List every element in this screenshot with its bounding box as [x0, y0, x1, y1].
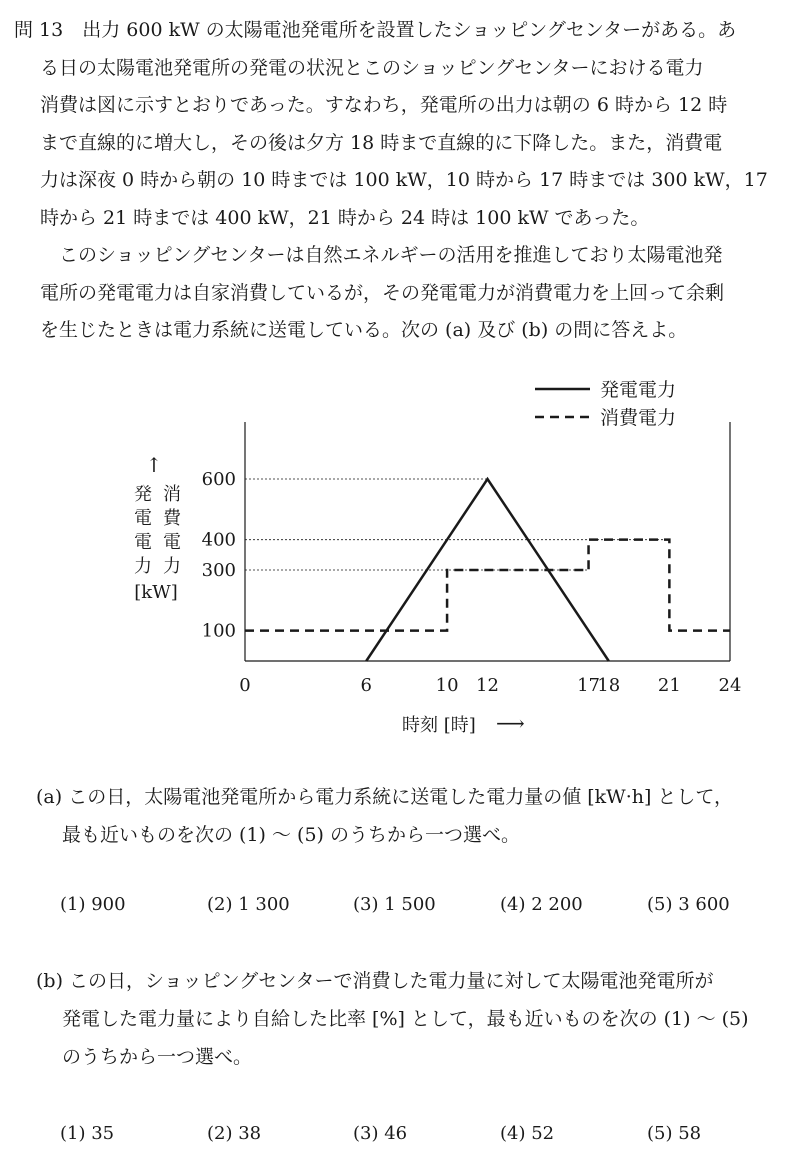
x-axis-arrow: ⟶ — [496, 711, 525, 735]
x-tick-labels — [239, 675, 741, 696]
x-tick-label-10: 10 — [435, 675, 459, 696]
ylabel-col1-2: 電 — [134, 532, 152, 553]
problem-line-7: このショッピングセンターは自然エネルギーの活用を推進しており太陽電池発 — [40, 244, 723, 266]
question-b — [36, 962, 786, 1076]
y-axis-arrow: ↑ — [145, 453, 163, 477]
ylabel-col2-3: 力 — [163, 556, 181, 577]
question-a-label: (a) — [36, 786, 63, 808]
x-tick-label-17: 17 — [577, 675, 600, 696]
question-a-choice-5[interactable]: (5) 3 600 — [647, 894, 730, 915]
question-a-line-1: (a) この日，太陽電池発電所から電力系統に送電した電力量の値 [kW·h] として， — [36, 786, 734, 808]
x-tick-label-21: 21 — [657, 675, 681, 696]
ylabel-col1-1: 電 — [134, 508, 152, 529]
legend-label-consumption: 消費電力 — [600, 407, 677, 429]
ylabel-col1-0: 発 — [134, 484, 152, 505]
problem-line-2: る日の太陽電池発電所の発電の状況とこのショッピングセンターにおける電力 — [40, 56, 704, 79]
problem-line-3: 消費は図に示すとおりであった。すなわち，発電所の出力は朝の 6 時から 12 時 — [40, 94, 728, 116]
question-a-line-2: 最も近いものを次の (1) ～ (5) のうちから一つ選べ。 — [62, 824, 520, 846]
problem-line-4: まで直線的に増大し，その後は夕方 18 時まで直線的に下降した。また，消費電 — [40, 131, 723, 154]
y-tick-label-100: 100 — [201, 620, 236, 642]
problem-line-8: 電所の発電電力は自家消費しているが，その発電電力が消費電力を上回って余剰 — [40, 281, 725, 304]
question-b-choice-5[interactable]: (5) 58 — [647, 1123, 702, 1144]
problem-line-9: を生じたときは電力系統に送電している。次の (a) 及び (b) の問に答えよ。 — [40, 319, 688, 341]
question-a-choice-4[interactable]: (4) 2 200 — [500, 894, 583, 915]
x-tick-label-6: 6 — [360, 675, 372, 696]
problem-line-5: 力は深夜 0 時から朝の 10 時までは 100 kW，10 時から 17 時までは 300 kW，17 — [40, 169, 768, 191]
x-axis-label: 時刻 [時] — [402, 715, 476, 736]
problem-line-6: 時から 21 時までは 400 kW，21 時から 24 時は 100 kW であった。 — [40, 206, 650, 229]
question-a-choice-3[interactable]: (3) 1 500 — [353, 894, 436, 915]
legend — [535, 379, 676, 429]
question-b-choice-3[interactable]: (3) 46 — [353, 1123, 408, 1144]
ylabel-col1-3: 力 — [134, 556, 152, 577]
question-b-line-1: (b) この日，ショッピングセンターで消費した電力量に対して太陽電池発電所が — [36, 970, 714, 992]
question-a-choices — [60, 894, 780, 924]
y-axis-label — [134, 453, 182, 603]
ylabel-col2-0: 消 — [163, 484, 181, 505]
y-tick-labels — [202, 469, 236, 642]
question-b-choices — [60, 1123, 780, 1153]
problem-statement — [14, 12, 784, 350]
problem-number: 問 13 — [14, 19, 64, 41]
question-a-choice-2[interactable]: (2) 1 300 — [207, 894, 290, 915]
x-tick-label-18: 18 — [597, 675, 621, 696]
consumption-line — [245, 540, 730, 631]
power-chart — [0, 360, 794, 740]
problem-line-1: 問 13 出力 600 kW の太陽電池発電所を設置したショッピングセンターがある。あ — [14, 19, 737, 41]
question-b-choice-4[interactable]: (4) 52 — [500, 1123, 555, 1144]
question-b-line-2: 発電した電力量により自給した比率 [%] として，最も近いものを次の (1) ～ (5) — [62, 1008, 749, 1030]
question-b-choice-1[interactable]: (1) 35 — [60, 1123, 115, 1144]
x-tick-label-24: 24 — [718, 675, 742, 696]
ylabel-col2-1: 費 — [163, 508, 181, 529]
y-axis-unit: [kW] — [134, 582, 178, 603]
y-tick-label-600: 600 — [201, 469, 236, 490]
y-tick-label-400: 400 — [201, 529, 236, 551]
question-b-choice-2[interactable]: (2) 38 — [207, 1123, 262, 1144]
question-a — [36, 778, 786, 854]
x-tick-label-12: 12 — [476, 675, 499, 696]
x-tick-label-0: 0 — [239, 675, 251, 696]
question-a-choice-1[interactable]: (1) 900 — [60, 894, 126, 915]
ylabel-col2-2: 電 — [163, 532, 181, 553]
legend-label-generation: 発電電力 — [600, 379, 677, 401]
question-b-line-3: のうちから一つ選べ。 — [62, 1046, 253, 1068]
y-tick-label-300: 300 — [201, 560, 236, 581]
question-b-label: (b) — [36, 970, 63, 992]
